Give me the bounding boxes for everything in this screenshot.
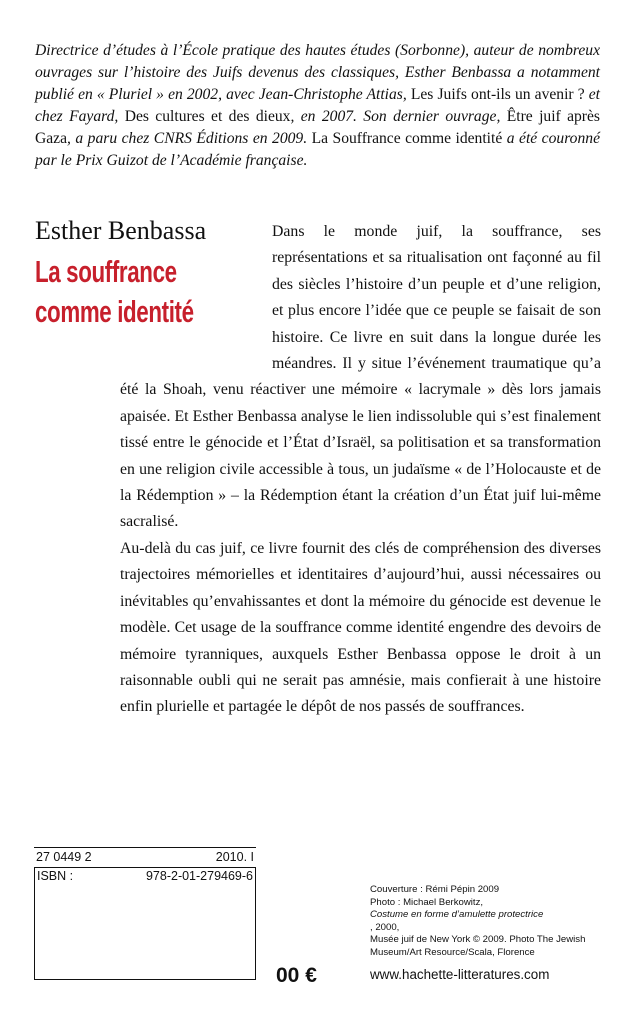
credit-line: Couverture : Rémi Pépin 2009 — [370, 884, 500, 895]
credit-line — [370, 909, 610, 934]
credit-line: Musée juif de New York © 2009. Photo The Jewish — [370, 934, 586, 946]
cover-credits — [370, 884, 610, 960]
book-title-line: La souffrance — [35, 254, 177, 289]
bio-book-title: Les Juifs ont-ils un avenir ? — [410, 86, 585, 103]
blurb-paragraph: Au-delà du cas juif, ce livre fournit des clés de compréhension des diverses trajectoires mémorielles et identitaires d’aujourd’hui, aussi nécessaires ou inévitables qu’envahissantes et dont la mémoire du génocide est devenue le modèle. Cet usage de la souffrance comme identité engendre des devoirs de mémoire tyranniques, auxquels Esther Benbassa oppose le droit à un raisonnable oubli qui ne serait pas amnésie, mais confierait à une histoire enfin plurielle et partagée le dépôt de nos passés de souffrances. — [120, 539, 601, 716]
isbn-number: 978-2-01-279469-6 — [145, 869, 253, 883]
author-name: Esther Benbassa — [35, 216, 207, 245]
bio-text: Directrice d’études à l’École pratique des hautes études (Sorbonne), auteur de nombreux ouvrages sur l’histoire des Juifs devenus des classiques, Esther Benbassa a notamment publié en « Pluriel » en 2002, avec Jean-Christophe Attias, — [35, 42, 600, 103]
isbn-label: ISBN : — [37, 869, 74, 883]
credit-line: Museum/Art Resource/Scala, Florence — [370, 946, 535, 958]
bio-text: et chez Fayard, — [35, 86, 600, 125]
product-code: 27 0449 2 — [36, 850, 92, 864]
book-title-line: comme identité — [35, 294, 194, 329]
publisher-website: www.hachette-litteratures.com — [370, 967, 550, 982]
blurb-paragraph: Dans le monde juif, la souffrance, ses représentations et sa ritualisation ont façonné au fil des siècles l’histoire d’un peuple et d’une religion, et plus encore l’idée que ce peuple se faisait de son histoire. Ce livre en suit dans la longue durée les méandres. Il y situe l’événement traumatique qu’a été la Shoah, venu réactiver une mémoire « lacrymale » dès lors jamais apaisée. Et Esther Benbassa analyse le lien indissoluble qui s’est finalement tissé entre le génocide et l’État d’Israël, sa politisation et sa transformation en une religion civile accessible à tous, un judaïsme « de l’Holocauste et de la Rédemption » – la Rédemption étant la création d’un État juif lui-même sacralisé. — [120, 223, 601, 531]
isbn-frame — [34, 867, 256, 980]
author-bio — [35, 40, 600, 172]
edition-code: 2010. I — [215, 850, 254, 864]
bio-text: , en 2007. Son dernier ouvrage, — [290, 108, 507, 125]
credit-line: Photo : Michael Berkowitz, — [370, 896, 484, 908]
bio-book-title: La Souffrance comme identité — [311, 130, 503, 147]
artwork-title: Costume en forme d’amulette protectrice — [370, 909, 544, 921]
title-spacer — [120, 219, 272, 375]
bio-book-title: Des cultures et des dieux — [124, 108, 291, 125]
bio-text: , a paru chez CNRS Éditions en 2009. — [67, 130, 312, 147]
credit-text: , 2000, — [370, 921, 400, 933]
isbn-row — [35, 868, 255, 885]
bio-text: a été couronné par le Prix Guizot de l’Académie française. — [35, 130, 600, 169]
code-row — [34, 848, 256, 866]
bio-book-title: Être juif après Gaza — [35, 108, 600, 147]
back-cover-blurb — [120, 219, 601, 721]
price: 00 € — [276, 964, 317, 987]
product-code-box — [34, 847, 256, 979]
